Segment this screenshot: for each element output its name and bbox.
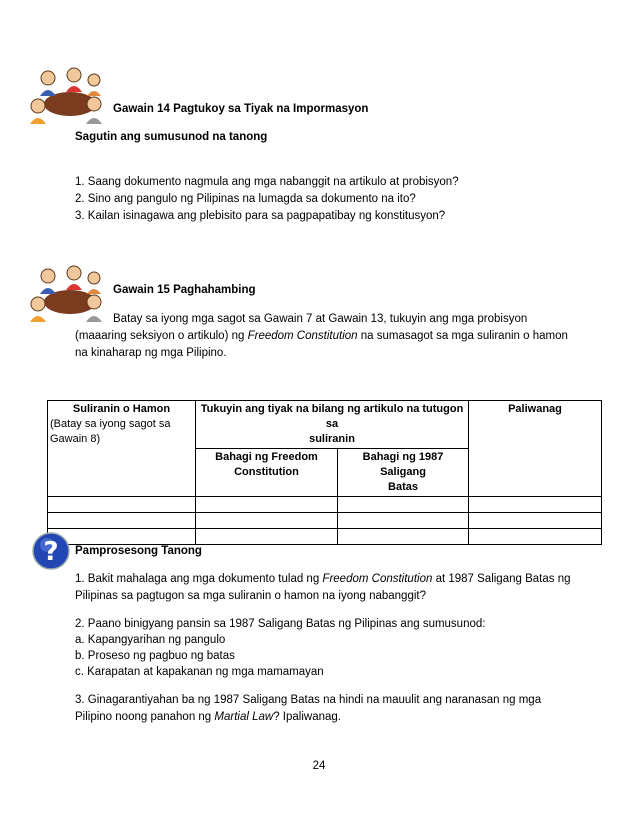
group-discussion-icon <box>30 264 100 324</box>
pamprosesong-q1-line-2: Pilipinas sa pagtugon sa mga suliranin o hamon na iyong nabanggit? <box>75 590 426 602</box>
pamprosesong-q2-a: a. Kapangyarihan ng pangulo <box>75 634 226 646</box>
svg-text:?: ? <box>43 537 59 567</box>
group-discussion-icon <box>30 66 100 126</box>
gawain15-paragraph-line-1: Batay sa iyong mga sagot sa Gawain 7 at Gawain 13, tukuyin ang mga probisyon <box>113 313 528 325</box>
page-number: 24 <box>312 760 326 772</box>
gawain15-title: Gawain 15 Paghahambing <box>113 284 256 296</box>
pamprosesong-q1-line-1: 1. Bakit mahalaga ang mga dokumento tulad ng Freedom Constitution at 1987 Saligang Batas ng <box>75 573 571 585</box>
header-paliwanag: Paliwanag <box>469 401 602 497</box>
table-row <box>48 529 602 545</box>
gawain14-instruction: Sagutin ang sumusunod na tanong <box>75 131 268 143</box>
subheader-freedom-constitution: Bahagi ng Freedom Constitution <box>196 449 338 497</box>
table-row <box>48 513 602 529</box>
header-suliranin: Suliranin o Hamon (Batay sa iyong sagot sa Gawain 8) <box>48 401 196 497</box>
pamprosesong-title: Pamprosesong Tanong <box>75 545 202 557</box>
comparison-table <box>47 400 601 545</box>
pamprosesong-q2-b: b. Proseso ng pagbuo ng batas <box>75 650 235 662</box>
pamprosesong-q2-c: c. Karapatan at kapakanan ng mga mamamayan <box>75 666 324 678</box>
gawain14-title: Gawain 14 Pagtukoy sa Tiyak na Impormasyon <box>113 103 369 115</box>
subheader-1987-saligang-batas: Bahagi ng 1987 Saligang Batas <box>338 449 469 497</box>
gawain15-paragraph-line-3: na kinaharap ng mga Pilipino. <box>75 347 227 359</box>
table-row <box>48 497 602 513</box>
gawain15-paragraph-line-2: (maaaring seksiyon o artikulo) ng Freedom Constitution na sumasagot sa mga suliranin o hamon <box>75 330 568 342</box>
gawain14-question-2: 2. Sino ang pangulo ng Pilipinas na lumagda sa dokumento na ito? <box>75 193 416 205</box>
header-tukuyin: Tukuyin ang tiyak na bilang ng artikulo na tutugon sa suliranin <box>196 401 469 449</box>
question-mark-icon <box>32 532 70 570</box>
pamprosesong-q2-line-1: 2. Paano binigyang pansin sa 1987 Saligang Batas ng Pilipinas ang sumusunod: <box>75 618 486 630</box>
gawain14-question-1: 1. Saang dokumento nagmula ang mga nabanggit na artikulo at probisyon? <box>75 176 459 188</box>
gawain14-question-3: 3. Kailan isinagawa ang plebisito para sa pagpapatibay ng konstitusyon? <box>75 210 446 222</box>
pamprosesong-q3-line-2: Pilipino noong panahon ng Martial Law? Ipaliwanag. <box>75 711 341 723</box>
pamprosesong-q3-line-1: 3. Ginagarantiyahan ba ng 1987 Saligang Batas na hindi na mauulit ang naranasan ng mga <box>75 694 542 706</box>
